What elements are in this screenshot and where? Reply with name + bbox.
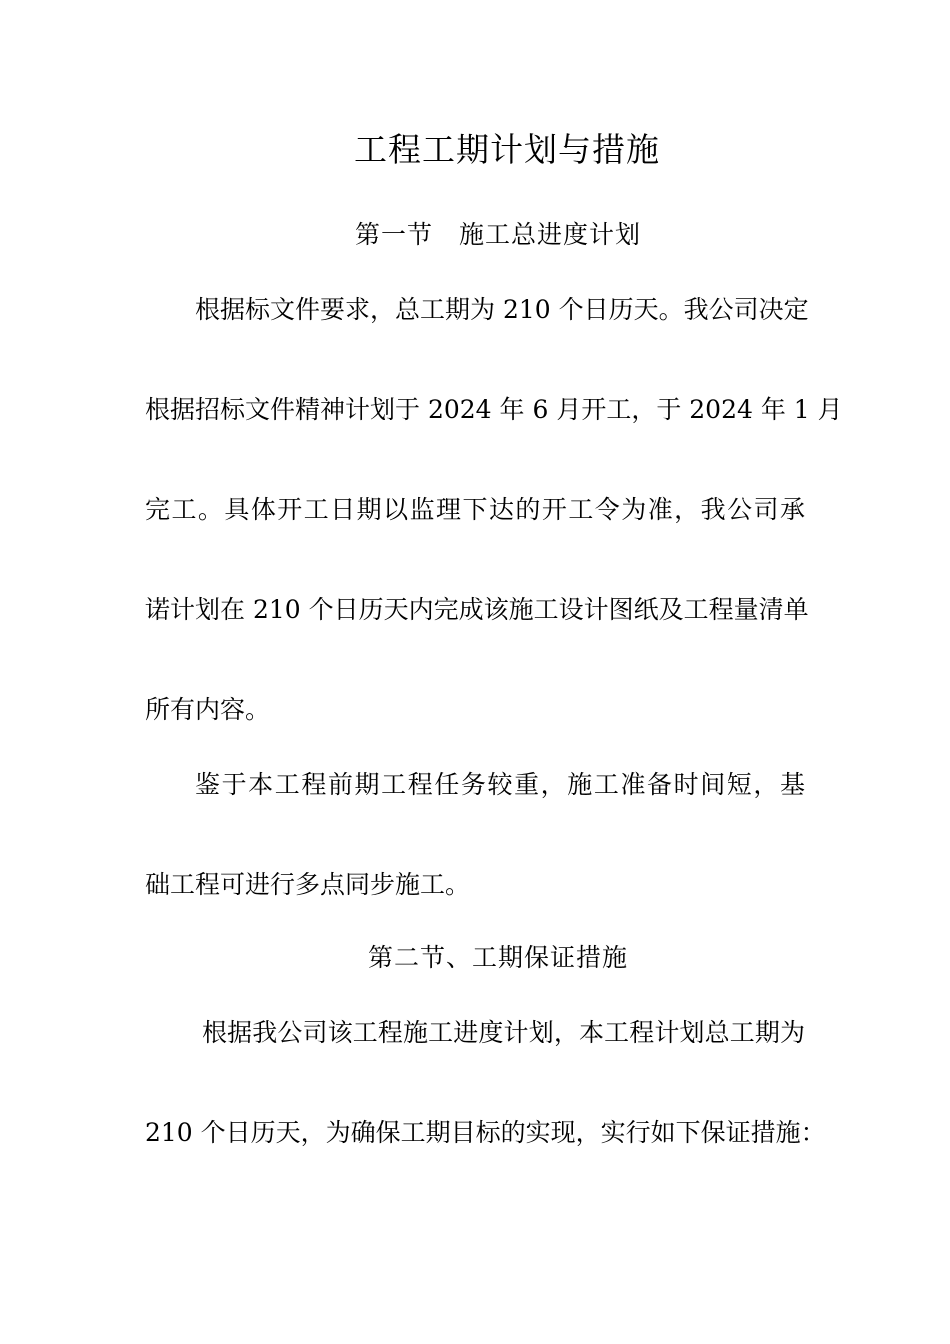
paragraph-line: 根据招标文件精神计划于 2024 年 6 月开工，于 2024 年 1 月 (145, 395, 843, 424)
section-2-heading: 第二节、工期保证措施 (367, 943, 628, 972)
paragraph-line: 鉴于本工程前期工程任务较重，施工准备时间短，基 (195, 770, 805, 799)
document-title: 工程工期计划与措施 (354, 130, 660, 169)
paragraph-line: 诺计划在 210 个日历天内完成该施工设计图纸及工程量清单 (145, 595, 809, 624)
paragraph-line: 根据我公司该工程施工进度计划，本工程计划总工期为 (202, 1018, 805, 1047)
paragraph-line: 所有内容。 (145, 695, 271, 724)
paragraph-line: 础工程可进行多点同步施工。 (145, 870, 471, 899)
paragraph-line: 完工。具体开工日期以监理下达的开工令为准，我公司承 (145, 495, 805, 524)
section-1-heading: 第一节 施工总进度计划 (354, 220, 641, 249)
paragraph-line: 210 个日历天，为确保工期目标的实现，实行如下保证措施： (145, 1118, 826, 1147)
paragraph-line: 根据标文件要求，总工期为 210 个日历天。我公司决定 (195, 295, 809, 324)
